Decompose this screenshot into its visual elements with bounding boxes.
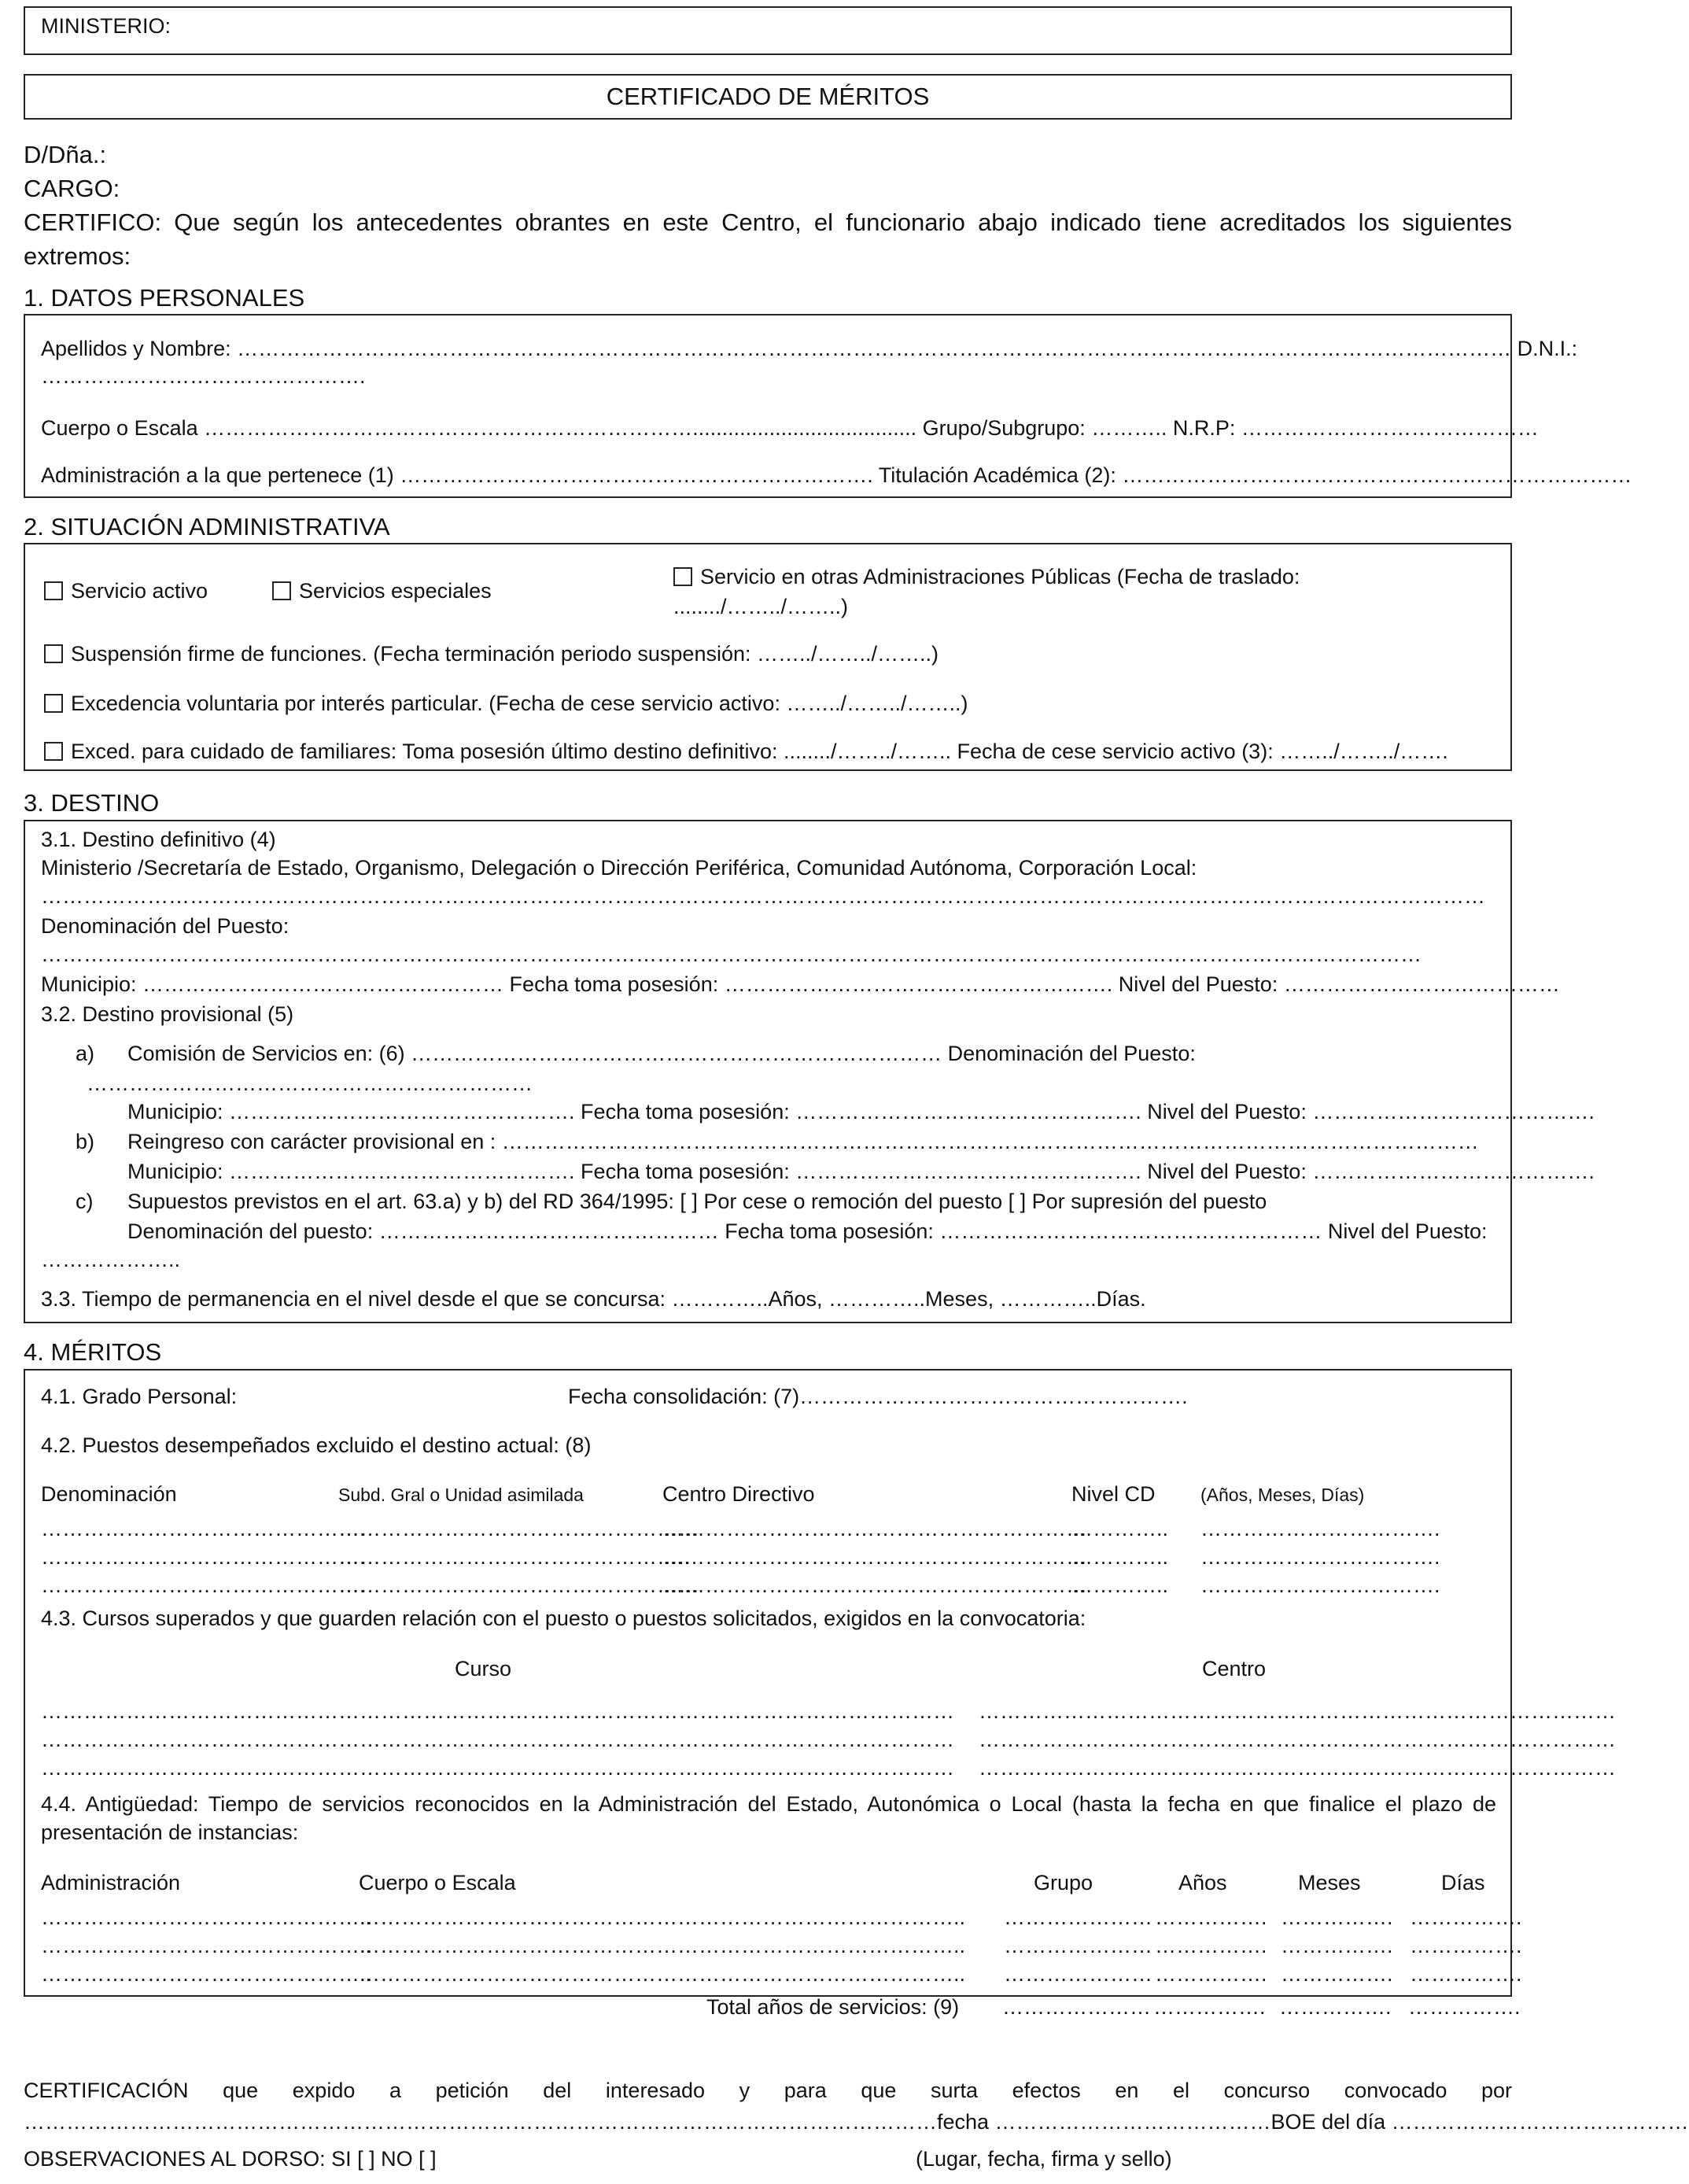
- cursos-cell[interactable]: ………………………………………………………………………………: [979, 1699, 1616, 1723]
- puestos-header-subd: Subd. Gral o Unidad asimilada: [338, 1485, 584, 1505]
- servicio-activo-option[interactable]: [44, 577, 208, 604]
- total-label: Total años de servicios: (9): [706, 1995, 960, 2019]
- ministerio-dots[interactable]: ……………………………………………………………………………………………………………………………………………………………………………………: [41, 884, 1485, 908]
- puestos-header-tiempo: (Años, Meses, Días): [1200, 1485, 1365, 1505]
- puestos-cell[interactable]: ……………………………………………: [338, 1517, 699, 1540]
- antig-cell[interactable]: …………………………………………………………………………..: [359, 1905, 966, 1929]
- permanencia-line[interactable]: 3.3. Tiempo de permanencia en el nivel desde el que se concursa: …………..Años, …………..Meses, …………..Días.: [41, 1287, 1146, 1311]
- antiguedad-title-1: 4.4. Antigüedad: Tiempo de servicios reconocidos en la Administración del Estado, Autonómica o Local (hasta la fecha en que finalice el plazo de: [41, 1792, 1496, 1816]
- puestos-cell[interactable]: …………..: [1071, 1545, 1169, 1569]
- destino-provisional-title: 3.2. Destino provisional (5): [41, 1002, 294, 1026]
- cursos-cell[interactable]: …………………………………………………………………………………………………………………: [41, 1699, 954, 1723]
- antig-cell[interactable]: …………………: [1004, 1962, 1152, 1986]
- cursos-cell[interactable]: ………………………………………………………………………………: [979, 1756, 1616, 1780]
- otras-admin-option[interactable]: [673, 563, 1300, 590]
- antig-cell[interactable]: …………………: [1004, 1934, 1152, 1957]
- excedencia-option[interactable]: [44, 690, 968, 717]
- antig-cell[interactable]: ………………………………………..: [41, 1934, 372, 1957]
- puestos-cell[interactable]: ……………………………………….: [41, 1517, 366, 1540]
- cursos-cell[interactable]: …………………………………………………………………………………………………………………: [41, 1756, 954, 1780]
- item-a-municipio[interactable]: Municipio: …………………………………………. Fecha toma posesión: …………………………………………. Nivel del Puesto: ………………………………….: [127, 1100, 1595, 1123]
- certificacion-line-2[interactable]: …………………………………………………………………………………………………………………fecha …………………………………BOE del día ……………………………………: [24, 2110, 1689, 2134]
- antig-cell[interactable]: …………….: [1155, 1934, 1267, 1957]
- item-a-text[interactable]: Comisión de Servicios en: (6) ………………………………………………………………… Denominación del Puesto:: [127, 1042, 1196, 1065]
- puestos-header-nivel: Nivel CD: [1071, 1482, 1156, 1506]
- ministerio-box: [24, 6, 1512, 55]
- otras-admin-label: Servicio en otras Administraciones Públicas (Fecha de traslado:: [700, 565, 1300, 588]
- item-a-cont[interactable]: ………………………………………………………: [87, 1072, 533, 1095]
- situacion-box: [24, 543, 1512, 771]
- total-cell[interactable]: …………………: [1002, 1995, 1151, 2019]
- puestos-cell[interactable]: ……………………………………….: [41, 1573, 366, 1597]
- antiguedad-title-2: presentación de instancias:: [41, 1821, 299, 1844]
- antig-header-anos: Años: [1178, 1871, 1227, 1894]
- destino-definitivo-title: 3.1. Destino definitivo (4): [41, 828, 276, 851]
- antig-header-meses: Meses: [1298, 1871, 1361, 1894]
- item-b-municipio[interactable]: Municipio: …………………………………………. Fecha toma posesión: …………………………………………. Nivel del Puesto: ………………………………….: [127, 1160, 1595, 1183]
- fecha-consolidacion[interactable]: Fecha consolidación: (7)……………………………………………….: [568, 1385, 1188, 1408]
- puestos-cell[interactable]: …………………………….: [1200, 1517, 1440, 1540]
- item-c-label: c): [76, 1190, 94, 1213]
- antig-cell[interactable]: …………….: [1155, 1905, 1267, 1929]
- servicios-especiales-label: Servicios especiales: [299, 579, 492, 603]
- cursos-cell[interactable]: ………………………………………………………………………………: [979, 1728, 1616, 1751]
- doc-title: CERTIFICADO DE MÉRITOS: [606, 83, 930, 110]
- cursos-title: 4.3. Cursos superados y que guarden relación con el puesto o puestos solicitados, exigidos en la convocatoria:: [41, 1607, 1086, 1630]
- puestos-cell[interactable]: ……………………………………………………: [662, 1573, 1087, 1597]
- puestos-cell[interactable]: ……………………………………….: [41, 1545, 366, 1569]
- antig-cell[interactable]: …………….: [1281, 1962, 1393, 1986]
- cargo-label: CARGO:: [24, 175, 120, 202]
- excedencia-label: Excedencia voluntaria por interés particular. (Fecha de cese servicio activo: ……../……../……..): [71, 692, 968, 715]
- apellidos-field[interactable]: Apellidos y Nombre: ……………………………………………………………………………………………………………………………………………………………… D.N.I.:: [41, 337, 1578, 360]
- puestos-cell[interactable]: ……………………………………………………: [662, 1517, 1087, 1540]
- cursos-header-centro: Centro: [1202, 1657, 1267, 1680]
- puestos-cell[interactable]: …………………………….: [1200, 1545, 1440, 1569]
- antig-cell[interactable]: …………….: [1281, 1905, 1393, 1929]
- servicio-activo-checkbox[interactable]: [44, 581, 63, 600]
- grado-personal-label: 4.1. Grado Personal:: [41, 1385, 238, 1408]
- total-cell[interactable]: …………….: [1153, 1995, 1266, 2019]
- servicio-activo-label: Servicio activo: [71, 579, 208, 603]
- denominacion-label: Denominación del Puesto:: [41, 914, 289, 938]
- total-cell[interactable]: …………….: [1408, 1995, 1521, 2019]
- cursos-header-curso: Curso: [455, 1657, 512, 1680]
- puestos-cell[interactable]: …………………………….: [1200, 1573, 1440, 1597]
- antig-header-grupo: Grupo: [1034, 1871, 1093, 1894]
- item-b-label: b): [76, 1130, 95, 1153]
- puestos-title: 4.2. Puestos desempeñados excluido el destino actual: (8): [41, 1433, 592, 1457]
- antig-cell[interactable]: …………….: [1281, 1934, 1393, 1957]
- antig-cell[interactable]: …………….: [1410, 1905, 1522, 1929]
- denominacion-dots[interactable]: ……………………………………………………………………………………………………………………………………………………………………………: [41, 943, 1422, 966]
- excedencia-checkbox[interactable]: [44, 694, 63, 713]
- item-c-cont[interactable]: ………………..: [41, 1248, 181, 1271]
- observaciones-line[interactable]: OBSERVACIONES AL DORSO: SI [ ] NO [ ]: [24, 2147, 437, 2171]
- ministerio-label: MINISTERIO:: [41, 14, 171, 38]
- certifico-line-2: extremos:: [24, 242, 131, 270]
- puestos-cell[interactable]: …………..: [1071, 1517, 1169, 1540]
- cuerpo-field[interactable]: Cuerpo o Escala ……………………………………………………………...................................... Grupo/Subgrupo: ……….. N.R.P: ……………………………………: [41, 416, 1539, 440]
- antig-cell[interactable]: …………………………………………………………………………..: [359, 1934, 966, 1957]
- antig-header-cuerpo: Cuerpo o Escala: [359, 1871, 516, 1894]
- datos-personales-box: [24, 314, 1632, 498]
- otras-admin-checkbox[interactable]: [673, 567, 692, 586]
- apellidos-field-cont[interactable]: ……………………………………….: [41, 364, 366, 388]
- certificacion-line-1: CERTIFICACIÓN que expido a petición del interesado y para que surta efectos en el concurso convocado por: [24, 2079, 1512, 2102]
- puestos-cell[interactable]: …………………………………………..: [338, 1545, 691, 1569]
- puestos-cell[interactable]: ……………………………………………: [338, 1573, 699, 1597]
- section-2-heading: 2. SITUACIÓN ADMINISTRATIVA: [24, 513, 390, 540]
- total-cell[interactable]: …………….: [1279, 1995, 1392, 2019]
- title-box: [24, 74, 1512, 120]
- suspension-label: Suspensión firme de funciones. (Fecha terminación periodo suspensión: ……../……../……..): [71, 642, 939, 666]
- antig-cell[interactable]: …………….: [1410, 1934, 1522, 1957]
- puestos-header-centro: Centro Directivo: [662, 1482, 815, 1506]
- antig-header-dias: Días: [1441, 1871, 1485, 1894]
- antig-cell[interactable]: …………….: [1410, 1962, 1522, 1986]
- exced-cuidado-label: Exced. para cuidado de familiares: Toma posesión último destino definitivo: ......../……../…….. Fecha de cese servicio activo (3): ……../……../…….: [71, 740, 1448, 763]
- antig-cell[interactable]: ………………………………………..: [41, 1962, 372, 1986]
- administracion-field[interactable]: Administración a la que pertenece (1) …………………………………………………………. Titulación Académica (2): ………………………………………………………………: [41, 463, 1632, 487]
- suspension-checkbox[interactable]: [44, 644, 63, 663]
- section-1-heading: 1. DATOS PERSONALES: [24, 284, 305, 312]
- puestos-cell[interactable]: ……………………………………………………: [662, 1545, 1087, 1569]
- exced-cuidado-checkbox[interactable]: [44, 742, 63, 761]
- municipio-line[interactable]: Municipio: …………………………………………… Fecha toma posesión: ………………………………………………. Nivel del Puesto: …………………………………: [41, 972, 1560, 996]
- item-b-text[interactable]: Reingreso con carácter provisional en : …………………………………………………………………………………………………………………………: [127, 1130, 1479, 1153]
- section-3-heading: 3. DESTINO: [24, 789, 160, 817]
- cursos-cell[interactable]: …………………………………………………………………………………………………………………: [41, 1728, 954, 1751]
- destino-box: [24, 820, 1595, 1323]
- item-c-denominacion[interactable]: Denominación del puesto: ………………………………………… Fecha toma posesión: ……………………………………………… Nivel del Puesto:: [127, 1219, 1488, 1243]
- certifico-line-1: CERTIFICO: Que según los antecedentes obrantes en este Centro, el funcionario abajo indicado tiene acreditados los siguientes: [24, 208, 1512, 236]
- lugar-fecha-firma: (Lugar, fecha, firma y sello): [916, 2147, 1172, 2171]
- antig-cell[interactable]: …………….: [1155, 1962, 1267, 1986]
- puestos-header-denominacion: Denominación: [41, 1482, 177, 1506]
- servicios-especiales-checkbox[interactable]: [272, 581, 291, 600]
- item-a-label: a): [76, 1042, 95, 1065]
- section-4-heading: 4. MÉRITOS: [24, 1338, 162, 1366]
- antig-header-administracion: Administración: [41, 1871, 181, 1894]
- meritos-box: [24, 1369, 1616, 1997]
- exced-cuidado-option[interactable]: [44, 738, 1448, 765]
- servicios-especiales-option[interactable]: [272, 577, 492, 604]
- d-dna-label: D/Dña.:: [24, 141, 107, 168]
- ministerio-line: Ministerio /Secretaría de Estado, Organismo, Delegación o Dirección Periférica, Comunidad Autónoma, Corporación Local:: [41, 856, 1197, 880]
- antig-cell[interactable]: ………………………………………..: [41, 1905, 372, 1929]
- antig-cell[interactable]: …………………………………………………………………………..: [359, 1962, 966, 1986]
- otras-admin-fecha[interactable]: ......../……../……..): [673, 595, 849, 618]
- antig-cell[interactable]: …………………: [1004, 1905, 1152, 1929]
- suspension-option[interactable]: [44, 640, 939, 667]
- item-c-text[interactable]: Supuestos previstos en el art. 63.a) y b) del RD 364/1995: [ ] Por cese o remoción del puesto [ ] Por supresión del puesto: [127, 1190, 1267, 1213]
- puestos-cell[interactable]: …………..: [1071, 1573, 1169, 1597]
